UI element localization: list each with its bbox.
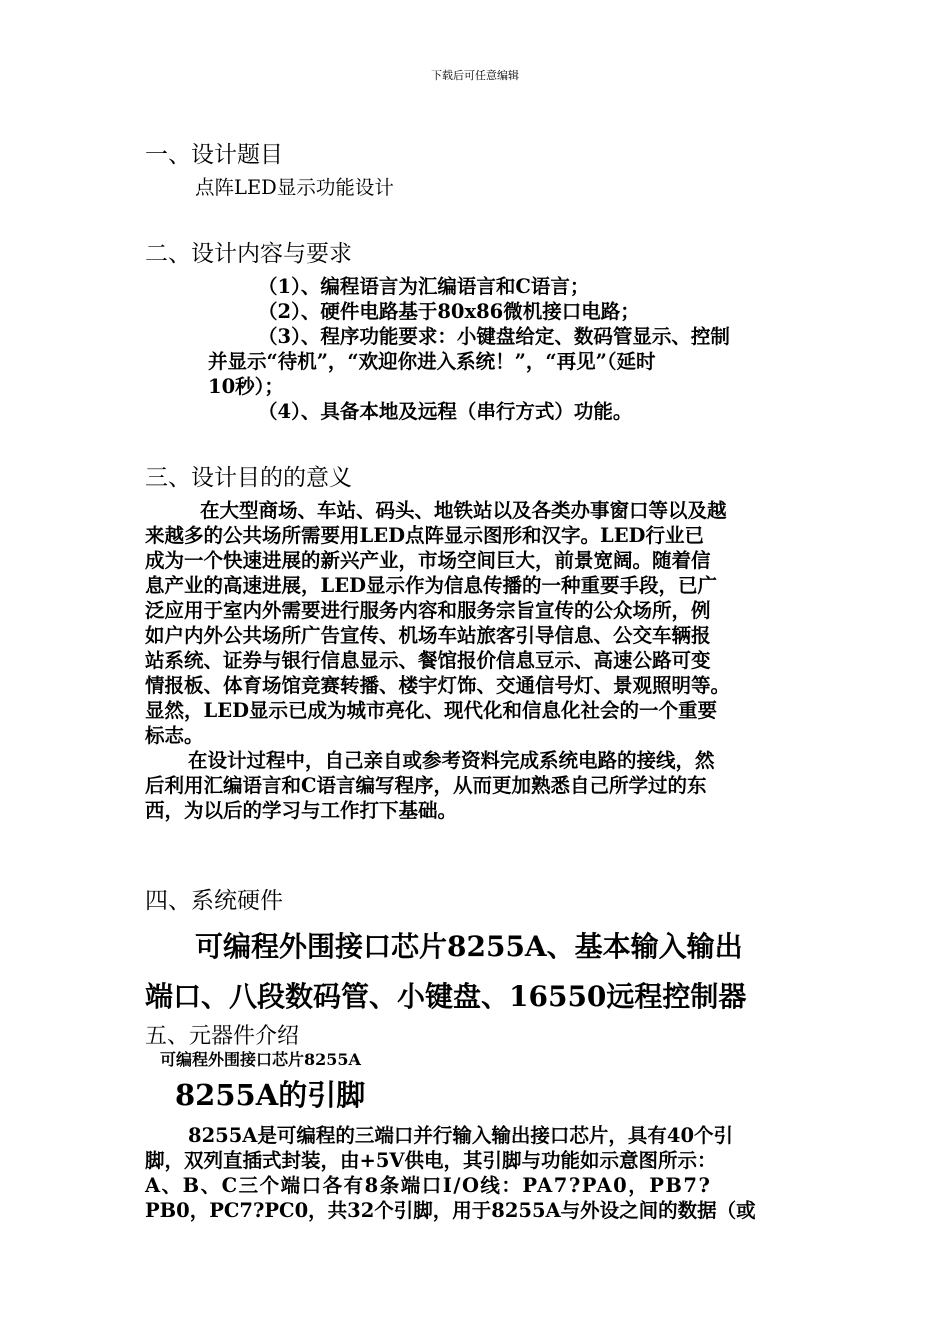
paragraph-line: 来越多的公共场所需要用LED点阵显示图形和汉字。LED行业已 (145, 524, 704, 547)
paragraph-line: 西，为以后的学习与工作打下基础。 (145, 799, 458, 822)
paragraph-line: 成为一个快速进展的新兴产业，市场空间巨大，前景宽阔。随着信 (145, 549, 711, 572)
requirement-item: （1）、编程语言为汇编语言和C语言； (258, 275, 590, 298)
requirement-item: 10秒）； (208, 375, 284, 398)
pin-heading: 8255A的引脚 (175, 1078, 366, 1112)
section-1-title: 一、设计题目 (145, 142, 283, 168)
paragraph-line: 泛应用于室内外需要进行服务内容和服务宗旨宣传的公众场所，例 (145, 599, 711, 622)
page-header: 下载后可任意编辑 (431, 69, 519, 82)
hardware-line: 端口、八段数码管、小键盘、16550远程控制器 (145, 980, 747, 1013)
requirement-item: 并显示“待机”，“欢迎你进入系统！”，“再见”（延时 (208, 350, 656, 373)
requirement-item: （4）、具备本地及远程（串行方式）功能。 (258, 400, 633, 423)
hardware-line: 可编程外围接口芯片8255A、基本输入输出 (195, 930, 743, 963)
paragraph-line: 在设计过程中，自己亲自或参考资料完成系统电路的接线，然 (188, 749, 715, 772)
paragraph-line: 脚，双列直插式封装，由+5V供电，其引脚与功能如示意图所示： (145, 1149, 717, 1172)
paragraph-line: 后利用汇编语言和C语言编写程序，从而更加熟悉自己所学过的东 (145, 774, 707, 797)
section-5-subtitle: 可编程外围接口芯片8255A (160, 1050, 361, 1069)
paragraph-line: 情报板、体育场馆竞赛转播、楼宇灯饰、交通信号灯、景观照明等。 (145, 674, 731, 697)
paragraph-line: 如户内外公共场所广告宣传、机场车站旅客引导信息、公交车辆报 (145, 624, 711, 647)
section-1-body: 点阵LED显示功能设计 (195, 176, 394, 199)
paragraph-line: 8255A是可编程的三端口并行输入输出接口芯片，具有40个引 (188, 1124, 734, 1147)
paragraph-line: 标志。 (145, 724, 204, 747)
paragraph-line: 在大型商场、车站、码头、地铁站以及各类办事窗口等以及越 (200, 499, 727, 522)
section-2-title: 二、设计内容与要求 (145, 241, 352, 267)
paragraph-line: PB0，PC7?PC0，共32个引脚，用于8255A与外设之间的数据（或 (145, 1199, 756, 1222)
paragraph-line: 站系统、证券与银行信息显示、餐馆报价信息豆示、高速公路可变 (145, 649, 711, 672)
paragraph-line: 显然，LED显示已成为城市亮化、现代化和信息化社会的一个重要 (145, 699, 717, 722)
requirement-item: （2）、硬件电路基于80x86微机接口电路； (258, 300, 640, 323)
requirement-item: （3）、程序功能要求：小键盘给定、数码管显示、控制 (258, 325, 730, 348)
section-3-title: 三、设计目的的意义 (145, 465, 352, 491)
paragraph-line: 息产业的高速进展，LED显示作为信息传播的一种重要手段，已广 (145, 574, 717, 597)
section-5-title: 五、元器件介绍 (145, 1024, 300, 1049)
paragraph-line: A、B、C三个端口各有8条端口I/O线：PA7?PA0，PB7? (145, 1174, 712, 1197)
section-4-title: 四、系统硬件 (145, 888, 283, 914)
